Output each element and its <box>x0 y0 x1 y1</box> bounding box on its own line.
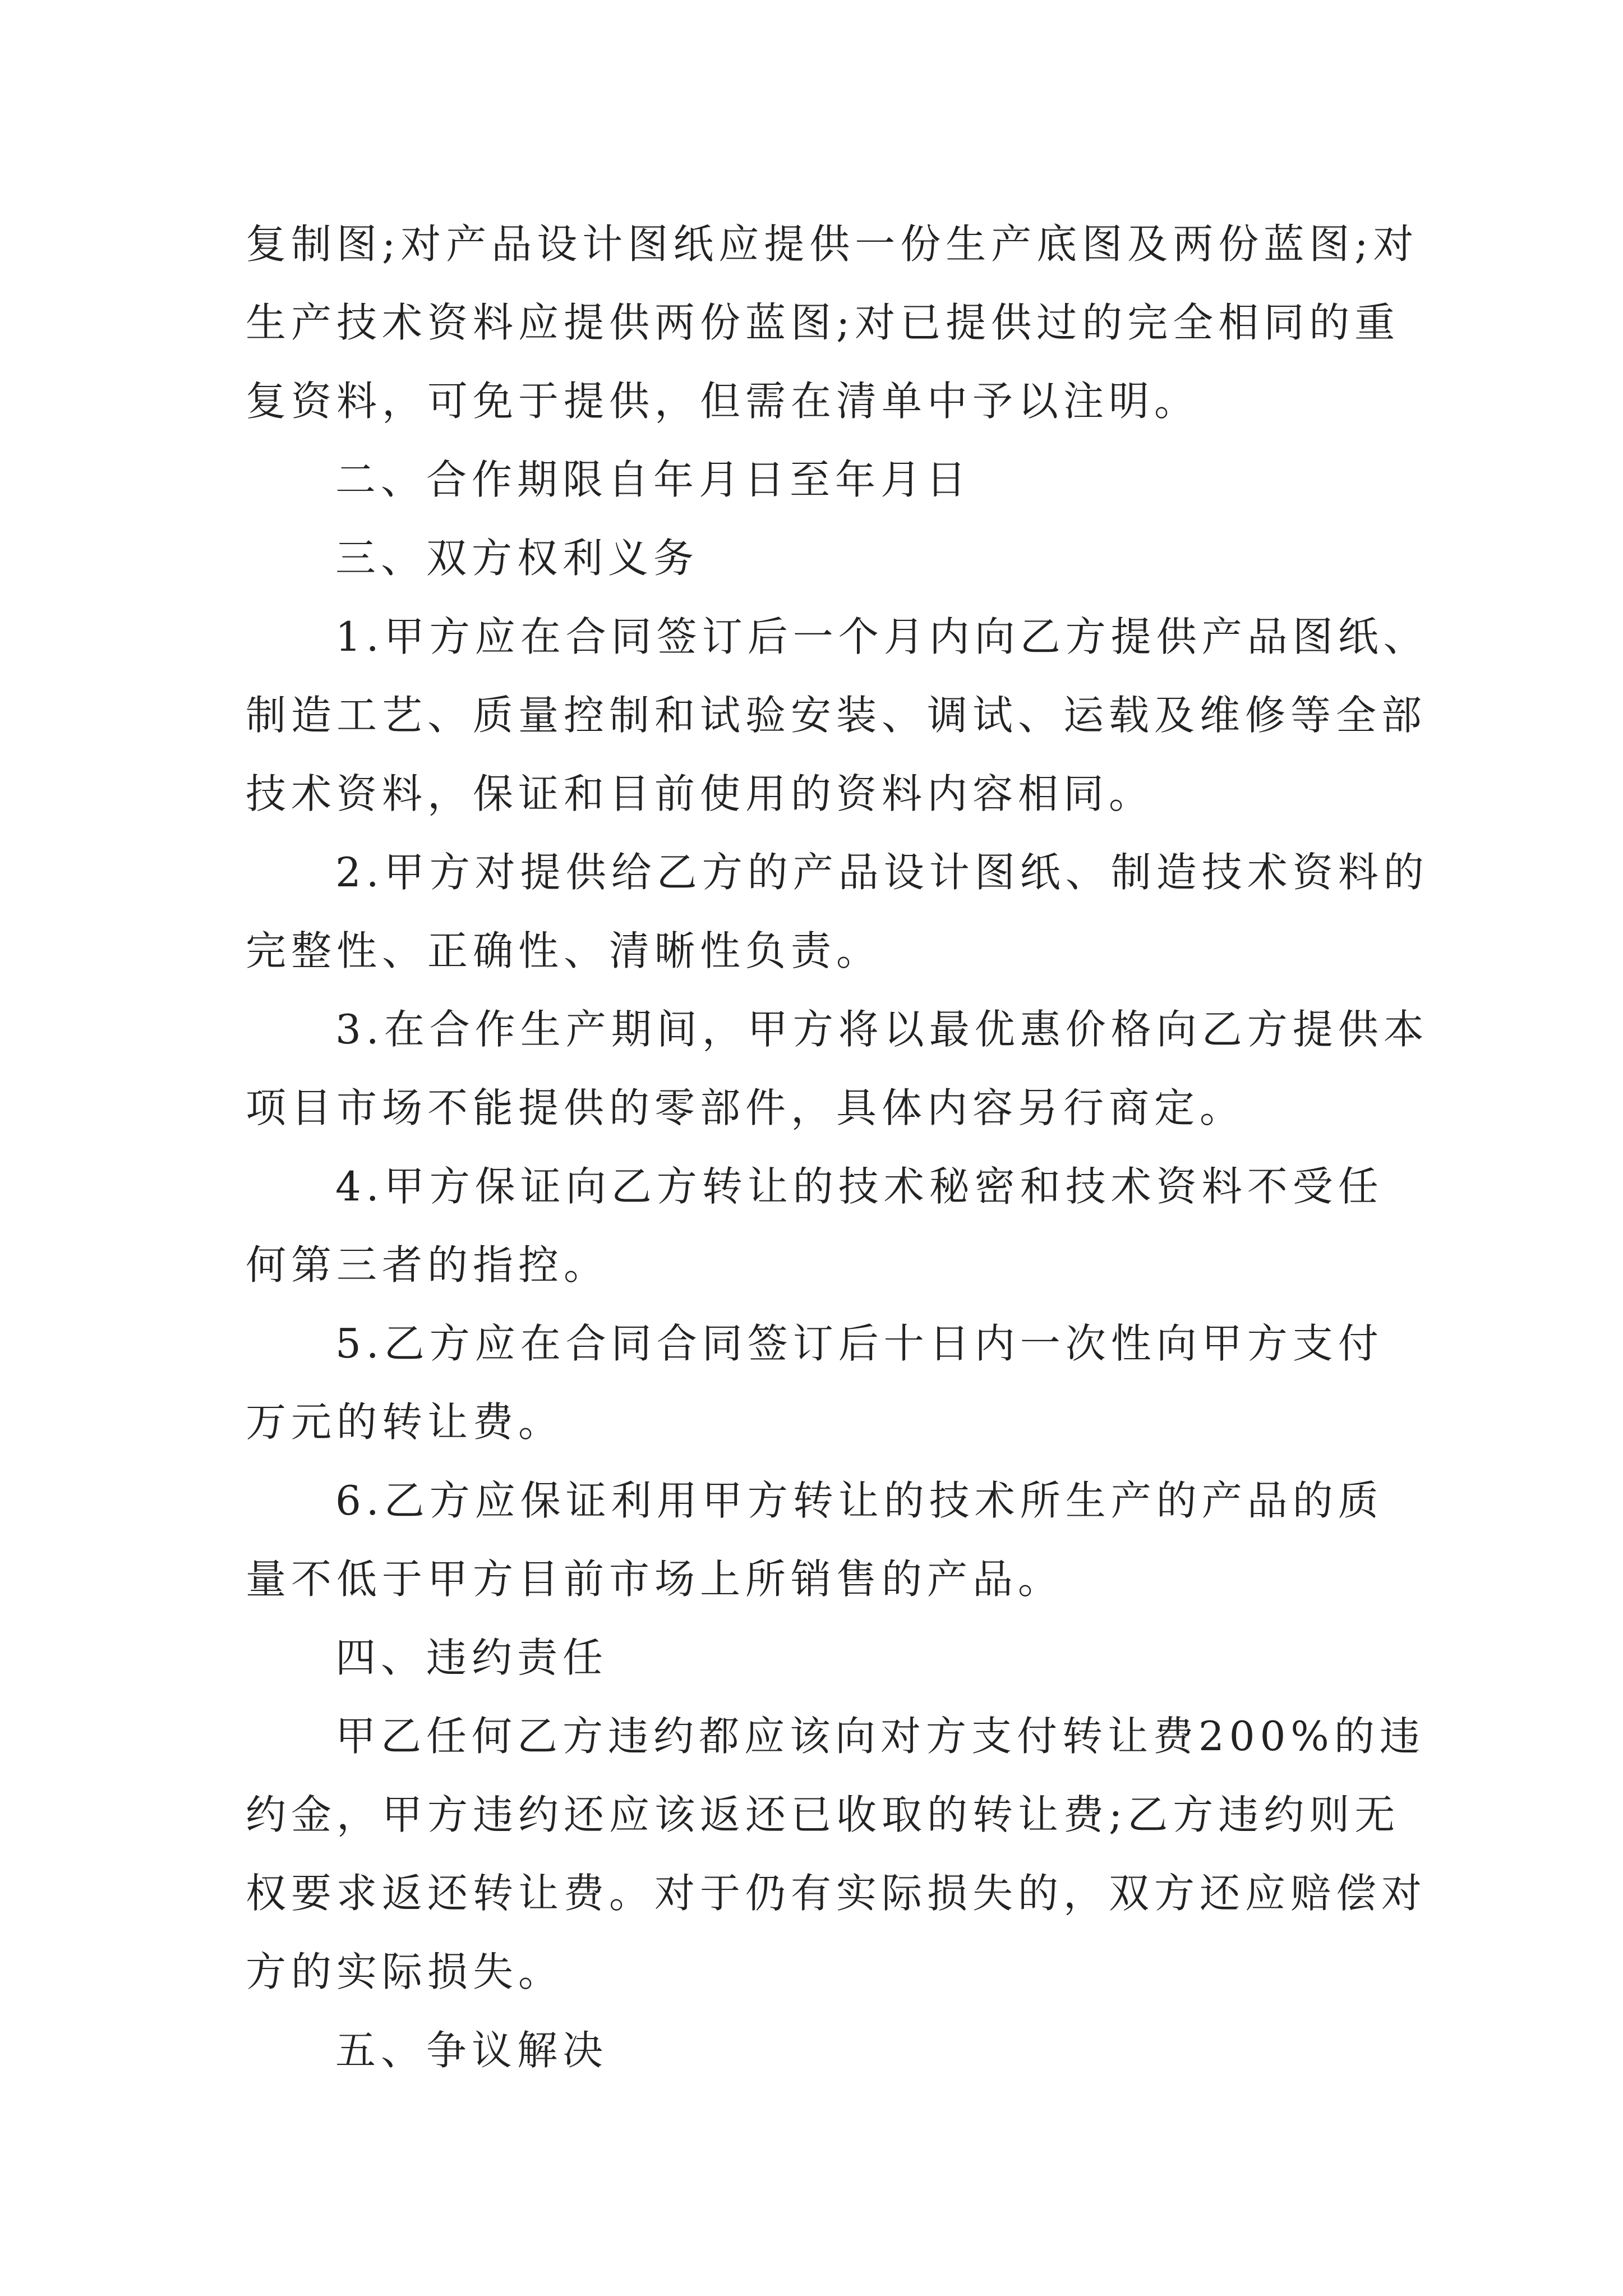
clause-3-line: 3.在合作生产期间，甲方将以最优惠价格向乙方提供本 <box>335 1006 1429 1053</box>
text-line: 复制图;对产品设计图纸应提供一份生产底图及两份蓝图;对 <box>246 220 1419 268</box>
text-line: 完整性、正确性、清晰性负责。 <box>246 927 882 974</box>
section-heading-dispute: 五、争议解决 <box>335 2027 608 2074</box>
text-line: 生产技术资料应提供两份蓝图;对已提供过的完全相同的重 <box>246 299 1400 346</box>
clause-2-line: 2.甲方对提供给乙方的产品设计图纸、制造技术资料的 <box>335 849 1429 896</box>
text-line: 方的实际损失。 <box>246 1948 564 1995</box>
text-line: 万元的转让费。 <box>246 1398 564 1446</box>
breach-paragraph-line: 甲乙任何乙方违约都应该向对方支付转让费200%的违 <box>335 1713 1425 1760</box>
text-line: 制造工艺、质量控制和试验安装、调试、运载及维修等全部 <box>246 692 1427 739</box>
contract-body <box>246 205 1429 2090</box>
text-line: 量不低于甲方目前市场上所销售的产品。 <box>246 1556 1064 1603</box>
text-line: 复资料，可免于提供，但需在清单中予以注明。 <box>246 378 1200 425</box>
text-line: 何第三者的指控。 <box>246 1241 610 1289</box>
section-heading-term: 二、合作期限自年月日至年月日 <box>335 456 972 503</box>
text-line: 约金，甲方违约还应该返还已收取的转让费;乙方违约则无 <box>246 1791 1400 1838</box>
section-heading-breach: 四、违约责任 <box>335 1634 608 1681</box>
clause-5-line: 5.乙方应在合同合同签订后十日内一次性向甲方支付 <box>335 1320 1384 1367</box>
section-heading-rights: 三、双方权利义务 <box>335 535 699 582</box>
clause-4-line: 4.甲方保证向乙方转让的技术秘密和技术资料不受任 <box>335 1163 1384 1210</box>
clause-1-line: 1.甲方应在合同签订后一个月内向乙方提供产品图纸、 <box>335 613 1429 660</box>
text-line: 技术资料，保证和目前使用的资料内容相同。 <box>246 770 1155 817</box>
clause-6-line: 6.乙方应保证利用甲方转让的技术所生产的产品的质 <box>335 1477 1384 1524</box>
text-line: 权要求返还转让费。对于仍有实际损失的，双方还应赔偿对 <box>246 1870 1427 1917</box>
text-line: 项目市场不能提供的零部件，具体内容另行商定。 <box>246 1084 1246 1131</box>
